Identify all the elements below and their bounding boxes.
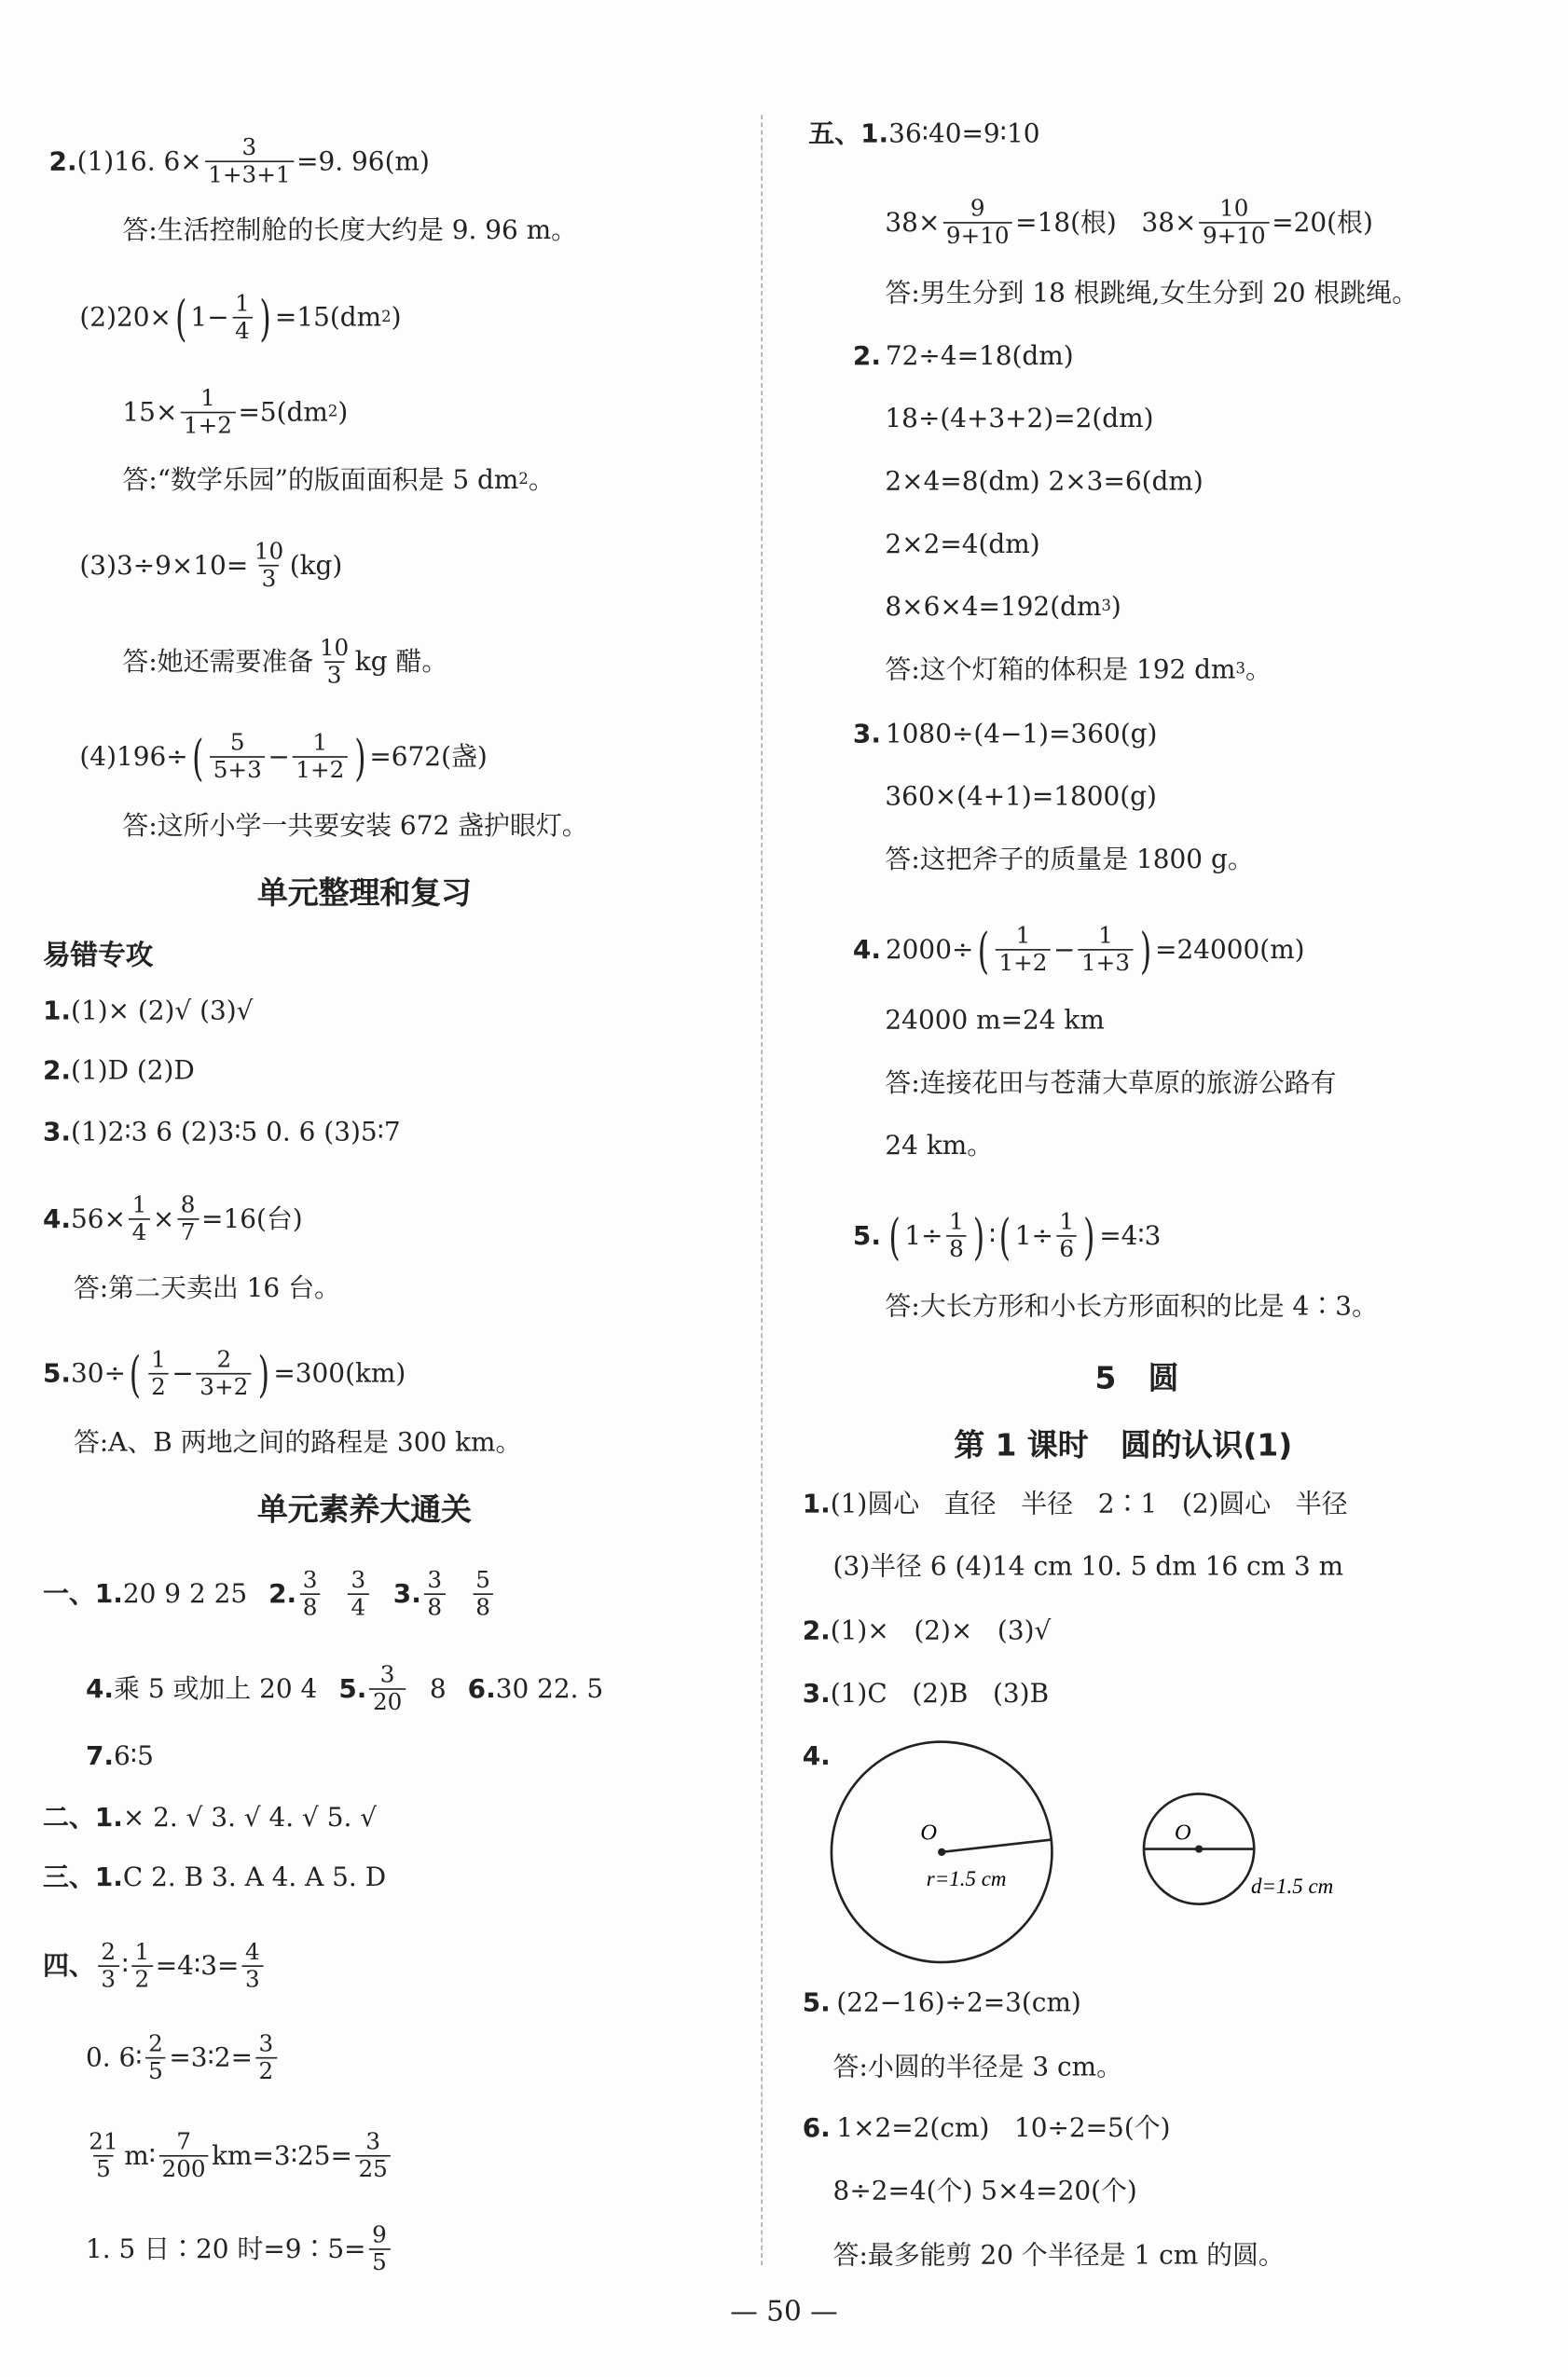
expr: ∶ (988, 1220, 997, 1252)
error-q3 (43, 1116, 401, 1149)
test-s1-line3 (86, 1740, 154, 1774)
center-label-o: O (920, 1820, 937, 1846)
expr: − (172, 1358, 194, 1390)
q2-3-line (79, 539, 342, 592)
numerator: 1 (1098, 921, 1113, 950)
answer-text: C 2. B 3. A 4. A 5. D (122, 1862, 387, 1894)
fraction (129, 1192, 149, 1245)
denominator: 5 (145, 2057, 166, 2085)
right-paren: ) (973, 1206, 985, 1266)
superscript: 3 (1235, 661, 1246, 679)
numerator: 3 (427, 1565, 443, 1594)
expr: km=3∶25= (212, 2140, 352, 2172)
denominator: 5 (369, 2248, 390, 2276)
denominator: 3+2 (197, 1373, 252, 1401)
r-q1-line1 (808, 117, 1039, 151)
c-q1-line1 (803, 1488, 1348, 1521)
q-label: 5. (852, 1220, 881, 1252)
numerator: 1 (1015, 921, 1031, 950)
numerator: 9 (970, 194, 985, 223)
q-label: 5. (42, 1358, 72, 1390)
right-paren: ) (257, 1344, 270, 1403)
expr: ) (1110, 592, 1121, 624)
q2-1-expr-b: =9. 96(m) (296, 145, 430, 177)
q2-2-line (79, 288, 402, 347)
superscript: 3 (1101, 598, 1111, 616)
expr: 30÷ (71, 1358, 126, 1390)
answer-text: 答:她还需要准备 (122, 646, 314, 678)
q2-1-expr-a: (1)16. 6× (76, 145, 202, 177)
numerator: 3 (258, 2029, 274, 2057)
expr: 1080÷(4−1)=360(g) (885, 719, 1158, 750)
numerator: 21 (89, 2127, 118, 2155)
r-q2-line2: 18÷(4+3+2)=2(dm) (885, 404, 1154, 435)
denominator: 9+10 (943, 222, 1012, 250)
q-label: 4. (852, 934, 881, 966)
answer-text: 30 22. 5 (495, 1673, 604, 1705)
expr: 1÷ (904, 1220, 943, 1252)
answer-text: kg 醋。 (354, 646, 448, 678)
fraction (242, 1939, 263, 1992)
q2-4-line (79, 727, 488, 787)
r-q5-line1 (852, 1206, 1162, 1266)
numerator: 1 (131, 1190, 147, 1219)
q2-1-line (49, 134, 430, 187)
r-q4-answer-2: 24 km。 (885, 1131, 994, 1162)
fraction (996, 923, 1051, 976)
error-q1 (43, 995, 253, 1028)
numerator: 1 (312, 728, 328, 757)
test-s2 (43, 1802, 377, 1835)
circle-diagram (819, 1738, 1401, 1975)
expr: 38× (885, 207, 941, 239)
q-label: 3. (392, 1578, 421, 1610)
c-q5 (803, 1986, 1081, 2020)
test-s4-line2 (86, 2031, 280, 2084)
denominator: 9+10 (1200, 222, 1269, 250)
fraction (178, 1192, 199, 1245)
expr: (4)196÷ (79, 741, 188, 773)
fraction (148, 1347, 169, 1400)
q-label: 3. (802, 1679, 831, 1711)
test-s3 (43, 1862, 386, 1895)
answer-text: 6∶5 (114, 1741, 154, 1773)
left-paren: ( (888, 1206, 901, 1266)
expr: 56× (71, 1203, 126, 1235)
numerator: 5 (229, 728, 245, 757)
r-q2-line5 (885, 591, 1121, 625)
denominator: 3 (98, 1965, 118, 1993)
expr: ) (391, 302, 402, 334)
fraction (370, 1662, 406, 1715)
denominator: 5+3 (210, 756, 265, 784)
denominator: 2 (255, 2057, 276, 2085)
denominator: 3 (323, 661, 344, 689)
denominator: 1+2 (996, 949, 1051, 977)
expr: (22−16)÷2=3(cm) (836, 1987, 1081, 2019)
q-label: 1. (802, 1489, 831, 1520)
q-label: 5. (338, 1673, 367, 1705)
answer-text: × 2. √ 3. √ 4. √ 5. √ (122, 1803, 378, 1834)
denominator: 8 (424, 1593, 445, 1621)
expr: =15(dm (274, 302, 382, 334)
error-q4 (43, 1192, 303, 1245)
numerator: 5 (475, 1565, 490, 1594)
q-label: 4. (85, 1673, 115, 1705)
radius-line (942, 1840, 1051, 1852)
expr: =4∶3 (1099, 1220, 1162, 1252)
expr: =3∶2= (169, 2042, 253, 2074)
numerator: 3 (379, 1660, 395, 1689)
r-q1-answer: 答:男生分到 18 根跳绳,女生分到 20 根跳绳。 (885, 278, 1419, 309)
chapter-heading: 5 圆 (1094, 1359, 1179, 1396)
fraction (943, 196, 1012, 249)
numerator: 4 (244, 1937, 260, 1966)
superscript: 2 (518, 471, 529, 488)
c-q1-line2: (3)半径 6 (4)14 cm 10. 5 dm 16 cm 3 m (832, 1552, 1344, 1583)
fraction (158, 2129, 209, 2182)
c-q2 (803, 1614, 1052, 1648)
fraction (210, 730, 265, 783)
answer-text: 乘 5 或加上 20 4 (114, 1673, 318, 1705)
answer-text: 8 (429, 1673, 447, 1705)
r-q3-answer: 答:这把斧子的质量是 1800 g。 (885, 845, 1254, 876)
expr: m∶ (124, 2140, 156, 2172)
expr: 36∶40=9∶10 (888, 119, 1040, 150)
fraction (355, 2129, 391, 2182)
test-s4-line3 (83, 2129, 394, 2182)
numerator: 2 (101, 1937, 117, 1966)
radius-label: r=1.5 cm (926, 1866, 1007, 1890)
left-paren: ( (977, 920, 989, 980)
answer-text: 答:“数学乐园”的版面面积是 5 dm (122, 465, 519, 497)
r-q4-line1 (852, 920, 1305, 980)
denominator: 3 (242, 1965, 263, 1993)
q-label: 1. (42, 996, 72, 1027)
test-s1-line2 (86, 1662, 603, 1715)
expr: =18(根) 38× (1015, 207, 1197, 239)
q2-label: 2. (48, 145, 77, 177)
answer-text: 20 9 2 25 (122, 1578, 248, 1610)
answer-text: 。 (528, 465, 555, 497)
expr: 8×6×4=192(dm (885, 592, 1102, 624)
expr: − (268, 741, 290, 773)
q-label: 6. (802, 2113, 831, 2145)
q-label: 一、1. (42, 1578, 123, 1610)
fraction (98, 1939, 118, 1992)
denominator: 200 (158, 2155, 209, 2183)
numerator: 10 (1219, 194, 1249, 223)
denominator: 8 (299, 1593, 320, 1621)
fraction (946, 1209, 967, 1262)
r-q2-line3: 2×4=8(dm) 2×3=6(dm) (885, 466, 1204, 498)
fraction (181, 386, 236, 439)
section-heading-test: 单元素养大通关 (256, 1491, 472, 1528)
numerator: 1 (1059, 1207, 1075, 1236)
fraction (1079, 923, 1134, 976)
denominator: 5 (93, 2155, 114, 2183)
q-label: 四、 (42, 1950, 95, 1982)
c-q6-line2: 8÷2=4(个) 5×4=20(个) (832, 2176, 1137, 2207)
right-paren: ) (259, 288, 271, 347)
r-q1-line2 (885, 196, 1372, 249)
numerator: 8 (180, 1190, 196, 1219)
diameter-label: d=1.5 cm (1250, 1875, 1334, 1899)
denominator: 8 (946, 1235, 967, 1263)
expr: 72÷4=18(dm) (885, 341, 1074, 373)
expr: 1÷ (1014, 1220, 1053, 1252)
denominator: 4 (232, 317, 253, 345)
fraction (255, 2031, 276, 2084)
answer-text: 。 (1245, 654, 1272, 686)
expr: ∶ (121, 1950, 129, 1982)
numerator: 1 (949, 1207, 964, 1236)
q-label: 4. (42, 1203, 72, 1235)
error-q4-answer: 答:第二天卖出 16 台。 (73, 1273, 340, 1304)
fraction (86, 2129, 121, 2182)
denominator: 4 (129, 1218, 149, 1246)
denominator: 2 (148, 1373, 169, 1401)
section-heading-review: 单元整理和复习 (256, 873, 472, 911)
lesson-heading: 第 1 课时 圆的认识(1) (954, 1426, 1293, 1463)
denominator: 2 (131, 1965, 152, 1993)
fraction (317, 635, 352, 688)
expr: 1. 5 日∶20 时=9∶5= (85, 2233, 366, 2265)
fraction (145, 2031, 166, 2084)
expr: ) (337, 397, 349, 428)
fraction (1056, 1209, 1077, 1262)
c-q5-answer: 答:小圆的半径是 3 cm。 (832, 2052, 1123, 2083)
fraction (348, 1567, 368, 1620)
expr: 15× (122, 397, 178, 428)
test-s1-line1 (43, 1567, 497, 1620)
answer-text: (1)2∶3 6 (2)3∶5 0. 6 (3)5∶7 (71, 1117, 401, 1148)
q-label: 4. (802, 1741, 831, 1773)
left-paren: ( (175, 288, 187, 347)
r-q4-answer-1: 答:连接花田与苍蒲大草原的旅游公路有 (885, 1068, 1337, 1099)
q2-2-calc (122, 386, 348, 439)
fraction (252, 539, 287, 592)
q-label: 5. (802, 1987, 831, 2019)
right-paren: ) (353, 727, 366, 787)
expr: − (1053, 934, 1076, 966)
answer-text: (1)C (2)B (3)B (830, 1679, 1050, 1711)
fraction (205, 134, 294, 187)
expr: =4∶3= (155, 1950, 240, 1982)
c-q3 (803, 1678, 1049, 1711)
expr: =24000(m) (1155, 934, 1305, 966)
denominator: 20 (370, 1688, 406, 1716)
test-s4-line4 (86, 2222, 392, 2275)
q-label: 3. (42, 1117, 72, 1148)
r-q2-line1 (853, 340, 1074, 374)
r-q2-line4: 2×2=4(dm) (885, 529, 1040, 560)
fraction (299, 1567, 320, 1620)
expr: 2000÷ (885, 934, 974, 966)
numerator: 1 (235, 289, 250, 317)
q-label: 二、1. (42, 1803, 123, 1834)
numerator: 3 (241, 132, 257, 161)
left-paren: ( (191, 727, 204, 787)
numerator: 3 (351, 1565, 366, 1594)
error-q5 (42, 1344, 406, 1403)
error-q5-answer: 答:A、B 两地之间的路程是 300 km。 (73, 1427, 522, 1459)
fraction (424, 1567, 445, 1620)
numerator: 2 (148, 2029, 163, 2057)
numerator: 3 (365, 2127, 381, 2155)
c-q6-line1 (803, 2112, 1171, 2146)
q-label: 2. (802, 1615, 831, 1647)
denominator: 1+2 (181, 412, 236, 440)
expr: 0. 6∶ (85, 2042, 143, 2074)
denominator: 8 (473, 1593, 493, 1621)
expr: (2)20× (79, 302, 172, 334)
q-label: 2. (268, 1578, 297, 1610)
numerator: 10 (319, 633, 350, 662)
denominator: 25 (355, 2155, 391, 2183)
test-s4-line1 (43, 1939, 266, 1992)
q-label: 7. (85, 1741, 115, 1773)
denominator: 3 (258, 565, 279, 593)
q-label: 三、1. (42, 1862, 123, 1894)
r-q4-line2: 24000 m=24 km (885, 1005, 1105, 1037)
expr: 1− (190, 302, 229, 334)
right-paren: ) (1139, 920, 1151, 980)
fraction (1200, 196, 1269, 249)
column-divider (761, 115, 763, 2265)
numerator: 1 (134, 1937, 150, 1966)
c-q6-answer: 答:最多能剪 20 个半径是 1 cm 的圆。 (832, 2240, 1285, 2272)
q-label: 五、1. (808, 119, 889, 150)
numerator: 3 (302, 1565, 318, 1594)
q-label: 6. (467, 1673, 496, 1705)
denominator: 1+3 (1079, 949, 1134, 977)
fraction (197, 1347, 252, 1400)
r-q3-line1 (853, 718, 1158, 751)
subheading-errors: 易错专攻 (42, 940, 154, 972)
q2-4-answer: 答:这所小学一共要安装 672 盏护眼灯。 (122, 811, 588, 843)
numerator: 2 (216, 1345, 232, 1373)
expr: =16(台) (201, 1203, 303, 1235)
answer-text: (1)圆心 直径 半径 2∶1 (2)圆心 半径 (830, 1489, 1348, 1520)
q2-3-answer (122, 635, 447, 688)
numerator: 1 (200, 384, 215, 412)
fraction (369, 2222, 390, 2275)
left-paren: ( (999, 1206, 1011, 1266)
answer-text: (1)× (2)× (3)√ (830, 1615, 1052, 1647)
numerator: 10 (254, 537, 284, 565)
page-number: — 50 — (730, 2296, 838, 2329)
expr: =5(dm (238, 397, 328, 428)
superscript: 2 (327, 403, 338, 420)
answer-text: (1)D (2)D (71, 1055, 195, 1087)
q-label: 3. (852, 719, 881, 750)
fraction (473, 1567, 493, 1620)
fraction (131, 1939, 152, 1992)
expr: =672(盏) (369, 741, 488, 773)
q-label: 2. (852, 341, 881, 373)
answer-text: 答:这个灯箱的体积是 192 dm (885, 654, 1236, 686)
answer-text: (1)× (2)√ (3)√ (71, 996, 254, 1027)
denominator: 6 (1056, 1235, 1077, 1263)
q2-2-answer (122, 464, 554, 498)
numerator: 9 (372, 2220, 387, 2249)
expr: (3)3÷9×10= (79, 550, 249, 582)
numerator: 1 (151, 1345, 166, 1373)
right-paren: ) (1083, 1206, 1096, 1266)
fraction (232, 291, 253, 344)
denominator: 1+2 (293, 756, 348, 784)
error-q2 (43, 1054, 195, 1088)
expr: =300(km) (273, 1358, 406, 1390)
denominator: 4 (348, 1593, 368, 1621)
center-label-o: O (1174, 1820, 1191, 1846)
r-q3-line2: 360×(4+1)=1800(g) (885, 782, 1157, 813)
expr: (kg) (289, 550, 343, 582)
fraction (293, 730, 348, 783)
numerator: 7 (176, 2127, 191, 2155)
r-q5-answer: 答:大长方形和小长方形面积的比是 4∶3。 (885, 1291, 1378, 1323)
superscript: 2 (381, 308, 392, 325)
denominator: 7 (178, 1218, 199, 1246)
expr: 1×2=2(cm) 10÷2=5(个) (836, 2113, 1171, 2145)
q2-1-answer: 答:生活控制舱的长度大约是 9. 96 m。 (122, 215, 578, 247)
r-q2-answer (885, 653, 1272, 687)
expr: × (152, 1203, 175, 1235)
denominator: 1+3+1 (205, 160, 294, 188)
left-paren: ( (130, 1344, 142, 1403)
q-label: 2. (42, 1055, 72, 1087)
expr: =20(根) (1272, 207, 1373, 239)
